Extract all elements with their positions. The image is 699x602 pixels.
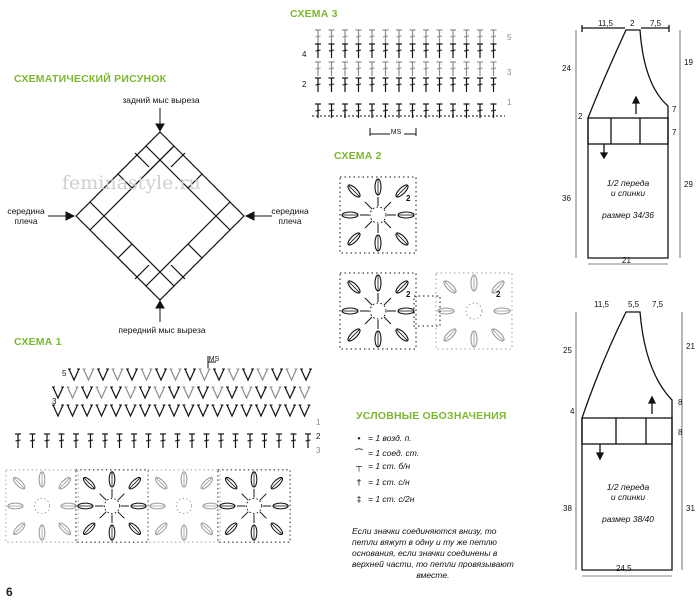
ps-right-lower: 29 — [684, 180, 693, 189]
stitch — [300, 369, 312, 380]
stitch — [67, 405, 79, 416]
stitch — [284, 387, 296, 398]
pl-right-band2: 8 — [678, 428, 683, 437]
stitch — [291, 434, 297, 448]
stitch — [356, 78, 362, 92]
scheme2-title: СХЕМА 2 — [334, 150, 382, 162]
stitch — [286, 369, 298, 380]
scheme2-round-b: 2 — [406, 290, 411, 299]
stitch — [96, 405, 108, 416]
watermark: feminastyle.ru — [62, 172, 201, 194]
pl-top-left: 11,5 — [594, 300, 609, 309]
stitch — [315, 30, 321, 44]
scheme1-row-2: 2 — [316, 432, 321, 441]
stitch — [110, 387, 122, 398]
stitch — [396, 62, 402, 76]
ps-label-line2: и спинки — [610, 188, 646, 198]
stitch — [464, 62, 470, 76]
stitch — [155, 369, 167, 380]
note-line: петли вяжут в одну и ту же петлю — [352, 537, 497, 547]
stitch — [204, 434, 210, 448]
scheme3-ms: MS — [390, 129, 402, 136]
legend-item-slip — [350, 447, 419, 459]
stitch — [112, 369, 124, 380]
schematic-title: СХЕМАТИЧЕСКИЙ РИСУНОК — [14, 73, 167, 85]
stitch — [141, 369, 153, 380]
stitch — [491, 30, 497, 44]
stitch — [383, 62, 389, 76]
stitch — [464, 78, 470, 92]
tr-symbol: ‡ — [356, 494, 362, 504]
scheme1-title: СХЕМА 1 — [14, 336, 62, 348]
stitch — [305, 434, 311, 448]
stitch — [410, 78, 416, 92]
stitch — [396, 30, 402, 44]
stitch — [15, 434, 21, 448]
legend-text: = 1 соед. ст. — [368, 448, 420, 458]
stitch — [110, 405, 122, 416]
pl-top-mid: 5,5 — [628, 300, 640, 309]
pl-right-lower: 31 — [686, 504, 695, 513]
stitch — [183, 387, 195, 398]
ps-right-band1: 7 — [672, 105, 677, 114]
legend-text: = 1 ст. б/н — [368, 461, 411, 471]
stitch — [383, 30, 389, 44]
pl-size: размер 38/40 — [601, 514, 655, 524]
stitch — [126, 369, 138, 380]
stitch — [491, 104, 497, 118]
stitch — [299, 387, 311, 398]
pl-left-upper: 25 — [563, 346, 572, 355]
stitch — [88, 434, 94, 448]
stitch — [213, 369, 225, 380]
stitch — [383, 78, 389, 92]
ps-bottom: 21 — [622, 256, 631, 265]
stitch — [342, 78, 348, 92]
pl-right-upper: 21 — [686, 342, 695, 351]
stitch — [271, 369, 283, 380]
stitch — [450, 30, 456, 44]
pattern-small-outline — [576, 25, 680, 264]
stitch — [491, 78, 497, 92]
ps-top-right: 7,5 — [650, 19, 662, 28]
stitch — [477, 44, 483, 58]
pl-left-lower: 38 — [563, 504, 572, 513]
stitch — [369, 44, 375, 58]
stitch — [450, 44, 456, 58]
legend-title: УСЛОВНЫЕ ОБОЗНАЧЕНИЯ — [356, 410, 507, 422]
stitch — [154, 387, 166, 398]
stitch — [423, 30, 429, 44]
stitch — [477, 62, 483, 76]
stitch — [396, 44, 402, 58]
scheme2-round-a: 2 — [406, 194, 411, 203]
note-line: Если значки соединяются внизу, то — [352, 526, 497, 536]
legend-note — [352, 526, 514, 581]
stitch — [491, 62, 497, 76]
stitch — [299, 405, 311, 416]
scheme1-ms: MS — [208, 356, 220, 363]
stitch — [102, 434, 108, 448]
scheme3-row-1: 1 — [507, 98, 512, 107]
legend-item-sc — [350, 461, 410, 471]
stitch — [228, 369, 240, 380]
legend-text: = 1 возд. п. — [368, 433, 412, 443]
stitch — [270, 405, 282, 416]
stitch — [464, 30, 470, 44]
stitch — [125, 405, 137, 416]
stitch — [117, 434, 123, 448]
ps-left-upper: 24 — [562, 64, 571, 73]
stitch — [423, 62, 429, 76]
stitch — [356, 44, 362, 58]
stitch — [410, 62, 416, 76]
dc-symbol: † — [356, 477, 362, 487]
stitch — [247, 434, 253, 448]
pl-label — [588, 482, 668, 502]
stitch — [197, 387, 209, 398]
stitch — [218, 434, 224, 448]
ps-left-band: 2 — [578, 112, 583, 121]
stitch — [81, 387, 93, 398]
stitch — [131, 434, 137, 448]
ps-size: размер 34/36 — [601, 210, 655, 220]
stitch — [262, 434, 268, 448]
stitch — [146, 434, 152, 448]
scheme3-row-5: 5 — [507, 33, 512, 42]
stitch — [383, 44, 389, 58]
stitch — [160, 434, 166, 448]
pl-left-band: 4 — [570, 407, 575, 416]
scheme1-motifs — [6, 356, 290, 542]
stitch — [329, 44, 335, 58]
stitch — [226, 405, 238, 416]
legend-text: = 1 ст. с/2н — [368, 494, 415, 504]
stitch — [342, 44, 348, 58]
stitch — [464, 44, 470, 58]
stitch — [437, 62, 443, 76]
stitch — [241, 387, 253, 398]
note-line: основания, если значки соединены в — [352, 548, 498, 558]
stitch — [257, 369, 269, 380]
stitch — [168, 405, 180, 416]
note-line: верхней части, то петли провязывают — [352, 559, 514, 569]
stitch — [450, 62, 456, 76]
stitch — [170, 369, 182, 380]
stitch — [396, 78, 402, 92]
stitch — [255, 387, 267, 398]
stitch — [437, 78, 443, 92]
scheme1-row-5: 5 — [62, 369, 67, 378]
stitch — [491, 44, 497, 58]
legend-item-chain — [350, 433, 412, 443]
stitch — [197, 405, 209, 416]
top-label: задний мыс выреза — [122, 95, 200, 105]
ps-label — [590, 178, 666, 198]
stitch — [212, 387, 224, 398]
stitch — [199, 369, 211, 380]
scheme3-title: СХЕМА 3 — [290, 8, 338, 20]
stitch — [168, 387, 180, 398]
stitch — [68, 369, 80, 380]
ps-label-line1: 1/2 переда — [606, 178, 650, 188]
stitch — [184, 369, 196, 380]
stitch — [255, 405, 267, 416]
stitch — [329, 62, 335, 76]
scheme3-chart — [312, 116, 505, 136]
stitch — [59, 434, 65, 448]
right-label: середина плеча — [271, 206, 309, 226]
pl-bottom: 24,5 — [616, 564, 632, 573]
chain-symbol: • — [357, 433, 361, 443]
ps-right-band2: 7 — [672, 128, 677, 137]
stitch — [450, 78, 456, 92]
scheme1-row-3b: 3 — [316, 446, 321, 455]
stitch — [369, 30, 375, 44]
stitch — [81, 405, 93, 416]
ps-right-upper: 19 — [684, 58, 693, 67]
stitch — [342, 62, 348, 76]
stitch — [125, 387, 137, 398]
stitch — [212, 405, 224, 416]
scheme3-row-2: 2 — [302, 80, 307, 89]
stitch — [83, 369, 95, 380]
sc-symbol: ┬ — [355, 461, 363, 471]
stitch — [183, 405, 195, 416]
stitch — [276, 434, 282, 448]
stitch — [189, 434, 195, 448]
scheme3-row-4: 4 — [302, 50, 307, 59]
legend-item-tr — [350, 494, 414, 504]
pattern-large-outline — [576, 312, 682, 576]
stitch — [423, 78, 429, 92]
scheme1-row-3: 3 — [52, 397, 57, 406]
note-line: вместе. — [416, 570, 450, 580]
pl-label-line2: и спинки — [610, 492, 646, 502]
scheme2-motifs — [340, 177, 512, 349]
schematic-diamond — [76, 132, 244, 300]
stitch — [154, 405, 166, 416]
stitch — [139, 405, 151, 416]
stitch — [369, 78, 375, 92]
stitch — [410, 104, 416, 118]
stitch — [410, 44, 416, 58]
stitch — [437, 44, 443, 58]
stitch — [315, 78, 321, 92]
stitch — [67, 387, 79, 398]
stitch — [96, 387, 108, 398]
legend-item-dc — [350, 477, 410, 487]
stitch — [73, 434, 79, 448]
scheme2-round-c: 2 — [496, 290, 501, 299]
stitch — [369, 62, 375, 76]
scheme1-row-1: 1 — [316, 418, 321, 427]
stitch — [242, 369, 254, 380]
schematic-arrows — [48, 108, 272, 322]
stitch — [44, 434, 50, 448]
stitch — [30, 434, 36, 448]
stitch — [233, 434, 239, 448]
stitch — [356, 30, 362, 44]
ps-left-lower: 36 — [562, 194, 571, 203]
legend-text: = 1 ст. с/н — [368, 477, 410, 487]
ps-top-left: 11,5 — [598, 19, 613, 28]
pl-right-band1: 8 — [678, 398, 683, 407]
stitch — [450, 104, 456, 118]
stitch — [52, 405, 64, 416]
stitch — [284, 405, 296, 416]
stitch — [329, 78, 335, 92]
stitch — [97, 369, 109, 380]
left-label: середина плеча — [7, 206, 45, 226]
stitch — [423, 44, 429, 58]
stitch — [329, 30, 335, 44]
scheme3-row-3: 3 — [507, 68, 512, 77]
stitch — [477, 78, 483, 92]
stitch — [270, 387, 282, 398]
slip-symbol: ⌒ — [354, 448, 364, 458]
page-number: 6 — [6, 585, 13, 599]
stitch — [315, 44, 321, 58]
stitch — [241, 405, 253, 416]
stitch — [139, 387, 151, 398]
stitch — [175, 434, 181, 448]
ps-top-mid: 2 — [630, 19, 635, 28]
stitch — [342, 104, 348, 118]
bottom-label: передний мыс выреза — [118, 325, 206, 335]
pl-label-line1: 1/2 переда — [606, 482, 650, 492]
stitch — [356, 62, 362, 76]
stitch — [437, 30, 443, 44]
stitch — [477, 30, 483, 44]
stitch — [315, 62, 321, 76]
stitch — [342, 30, 348, 44]
stitch — [226, 387, 238, 398]
stitch — [383, 104, 389, 118]
pl-top-right: 7,5 — [652, 300, 664, 309]
stitch — [410, 30, 416, 44]
